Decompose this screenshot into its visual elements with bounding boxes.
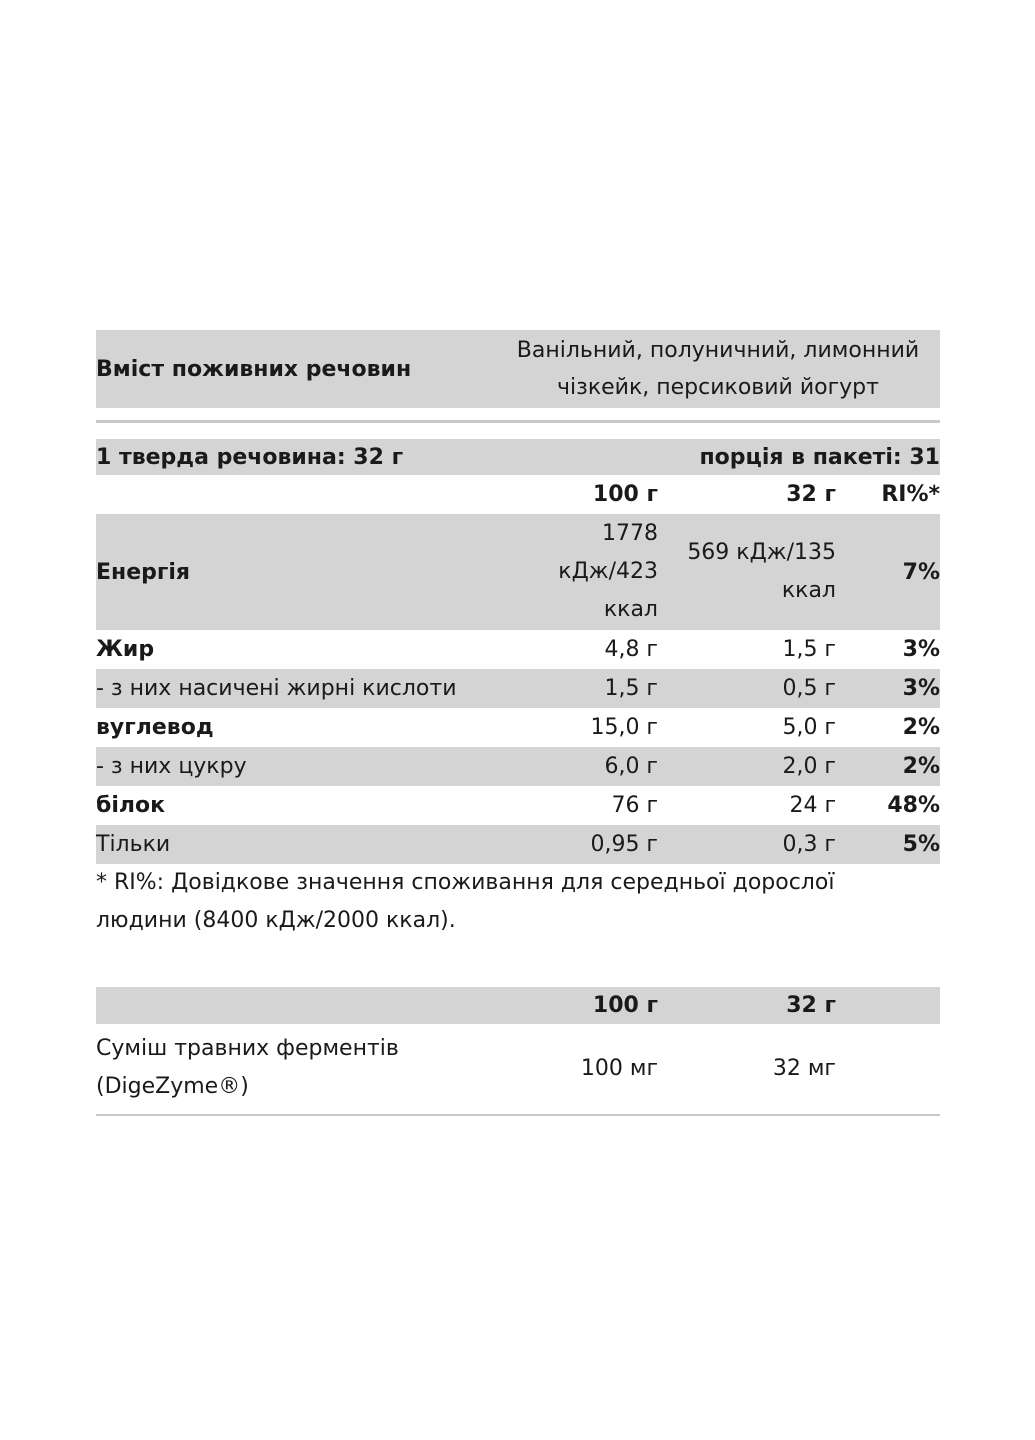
ri-footnote xyxy=(96,864,940,940)
row-per-100g: 4,8 г xyxy=(604,637,658,662)
row-label: вуглевод xyxy=(96,715,214,740)
serving-info-row xyxy=(96,439,940,475)
table-row xyxy=(96,825,940,864)
nutrition-title: Вміст поживних речовин xyxy=(96,356,412,382)
enzyme-label-line-2: (DigeZyme®) xyxy=(96,1074,249,1099)
enzyme-label-line-1: Суміш травних ферментів xyxy=(96,1036,399,1061)
energy-100-line-2: кДж/423 xyxy=(558,559,658,584)
enzyme-table xyxy=(96,987,940,1116)
table-row xyxy=(96,708,940,747)
row-per-32g: 2,0 г xyxy=(782,754,836,779)
row-label: білок xyxy=(96,793,166,818)
row-ri: 48% xyxy=(887,793,940,818)
row-label: Жир xyxy=(96,637,155,662)
row-per-100g: 1,5 г xyxy=(604,676,658,701)
servings-per-pack: порція в пакеті: 31 xyxy=(699,444,940,470)
row-ri: 2% xyxy=(902,754,940,779)
flavor-list xyxy=(496,332,940,406)
row-per-100g: 0,95 г xyxy=(590,832,658,857)
enzyme-col-per-32g: 32 г xyxy=(786,993,836,1018)
divider xyxy=(96,420,940,423)
row-ri: 3% xyxy=(902,637,940,662)
row-ri: 5% xyxy=(902,832,940,857)
table-row-enzymes xyxy=(96,1024,940,1112)
table-row xyxy=(96,747,940,786)
col-per-32g: 32 г xyxy=(786,482,836,507)
col-ri: RI%* xyxy=(881,482,940,507)
serving-size: 1 тверда речовина: 32 г xyxy=(96,444,404,470)
energy-32-line-2: ккал xyxy=(781,578,836,603)
column-header-row xyxy=(96,475,940,514)
row-per-32g: 5,0 г xyxy=(782,715,836,740)
row-per-32g: 0,3 г xyxy=(782,832,836,857)
energy-ri: 7% xyxy=(902,559,940,585)
table-row xyxy=(96,669,940,708)
footnote-line-2: людини (8400 кДж/2000 ккал). xyxy=(96,908,456,933)
row-label: Енергія xyxy=(96,559,191,585)
enzyme-per-32g: 32 мг xyxy=(772,1055,836,1081)
row-per-32g: 0,5 г xyxy=(782,676,836,701)
row-per-32g: 24 г xyxy=(789,793,836,818)
enzyme-per-100g: 100 мг xyxy=(580,1055,658,1081)
row-per-100g: 15,0 г xyxy=(590,715,658,740)
row-label: - з них насичені жирні кислоти xyxy=(96,676,457,701)
row-label: - з них цукру xyxy=(96,754,247,779)
enzyme-col-per-100g: 100 г xyxy=(592,993,658,1018)
energy-100-line-3: ккал xyxy=(603,597,658,622)
footnote-line-1: * RI%: Довідкове значення споживання для середньої дорослої xyxy=(96,870,835,895)
table-row xyxy=(96,786,940,825)
row-ri: 2% xyxy=(902,715,940,740)
energy-32-line-1: 569 кДж/135 xyxy=(687,540,836,565)
row-per-100g: 76 г xyxy=(611,793,658,818)
energy-per-100g xyxy=(516,515,658,629)
nutrition-facts xyxy=(96,330,940,1116)
enzyme-label xyxy=(96,1030,516,1106)
flavor-line-1: Ванільний, полуничний, лимонний xyxy=(516,338,920,363)
divider xyxy=(96,1114,940,1116)
table-row-energy xyxy=(96,514,940,630)
energy-per-32g xyxy=(658,534,836,610)
table-row xyxy=(96,630,940,669)
nutrition-header xyxy=(96,330,940,408)
energy-100-line-1: 1778 xyxy=(602,521,658,546)
row-ri: 3% xyxy=(902,676,940,701)
col-per-100g: 100 г xyxy=(592,482,658,507)
flavor-line-2: чізкейк, персиковий йогурт xyxy=(557,375,879,400)
enzyme-column-header-row xyxy=(96,987,940,1024)
row-per-32g: 1,5 г xyxy=(782,637,836,662)
row-label: Тільки xyxy=(96,832,171,857)
row-per-100g: 6,0 г xyxy=(604,754,658,779)
